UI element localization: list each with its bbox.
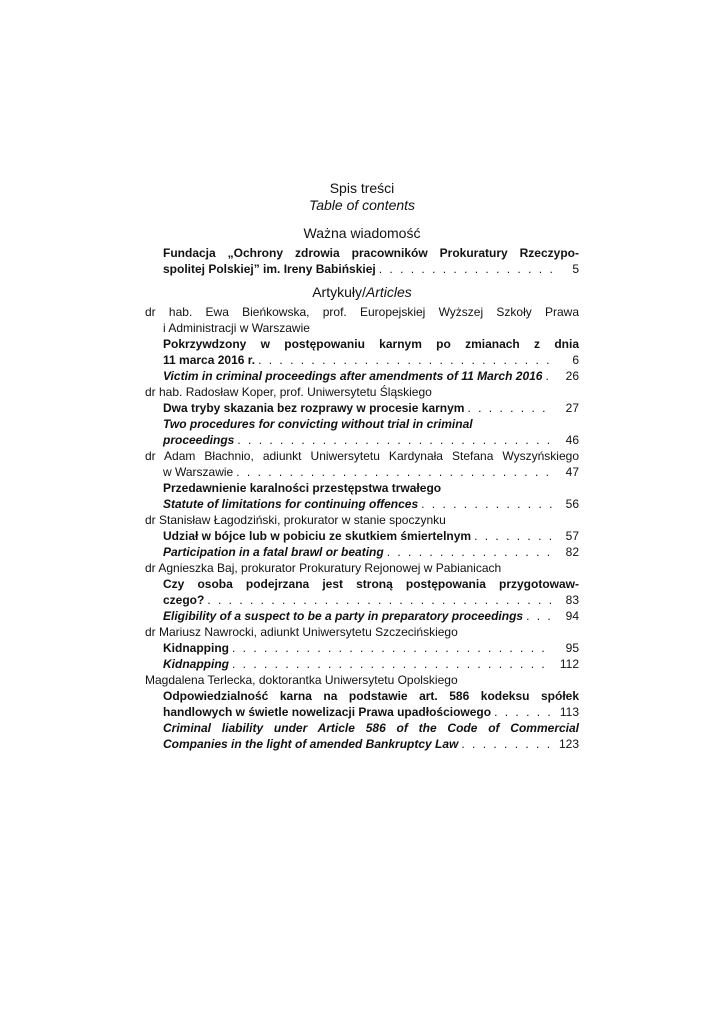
article-title-en: Victim in criminal proceedings after amendments of 11 March 2016: [163, 369, 543, 383]
dot-leader: [379, 261, 552, 277]
author-line: dr Stanisław Łagodziński, prokurator w stanie spoczynku: [145, 513, 446, 527]
foundation-title-line2: spolitej Polskiej” im. Ireny Babińskiej: [163, 262, 376, 276]
toc-entry[interactable]: [145, 496, 579, 512]
toc-entry[interactable]: [145, 704, 579, 720]
toc-entry[interactable]: [145, 592, 579, 608]
dot-leader: [237, 432, 552, 448]
toc-subtitle: Table of contents: [308, 197, 416, 213]
article-title-pl: Przedawnienie karalności przestępstwa trwałego: [163, 481, 442, 495]
page-number: 5: [572, 262, 579, 276]
page-number: 112: [559, 657, 579, 671]
author-line: dr Adam Błachnio, adiunkt Uniwersytetu Kardynała Stefana Wyszyńskiego: [145, 449, 579, 463]
article-title-pl: Udział w bójce lub w pobiciu ze skutkiem śmiertelnym: [163, 529, 472, 543]
author-line: dr hab. Ewa Bieńkowska, prof. Europejskiej Wyższej Szkoły Prawa: [145, 305, 579, 319]
section-heading-articles: [145, 283, 579, 301]
page-number: 113: [559, 705, 579, 719]
page-number: 46: [565, 433, 579, 447]
article-title-line: proceedings: [163, 433, 235, 447]
article-title-en: Eligibility of a suspect to be a party in preparatory proceedings: [163, 609, 524, 623]
author-line: dr Agnieszka Baj, prokurator Prokuratury Rejonowej w Pabianicach: [145, 561, 502, 575]
page-number: 27: [565, 401, 579, 415]
article-title-line: Czy osoba podejrzana jest stroną postępowania przygotowaw-: [163, 577, 579, 591]
author-line: dr hab. Radosław Koper, prof. Uniwersytetu Śląskiego: [145, 385, 432, 399]
author-line: w Warszawie: [163, 465, 234, 479]
foundation-entry[interactable]: [145, 261, 579, 277]
section-heading-articles-en: Articles: [365, 284, 412, 300]
toc-entry[interactable]: [145, 400, 579, 416]
toc-entry[interactable]: [145, 736, 579, 752]
toc-entry[interactable]: [145, 352, 579, 368]
page-number: 83: [565, 593, 579, 607]
article-title-pl: Kidnapping: [163, 641, 229, 655]
dot-leader: [258, 352, 552, 368]
author-entry[interactable]: [145, 464, 579, 480]
dot-leader: [236, 464, 552, 480]
article-title-line: handlowych w świetle nowelizacji Prawa upadłościowego: [163, 705, 492, 719]
article-title-en: Kidnapping: [163, 657, 229, 671]
author-line: i Administracji w Warszawie: [163, 321, 310, 335]
toc-entry[interactable]: [145, 544, 579, 560]
page-number: 47: [565, 465, 579, 479]
toc-entry[interactable]: [145, 656, 579, 672]
dot-leader: [526, 608, 552, 624]
section-heading-important-news: Ważna wiadomość: [303, 225, 421, 241]
article-title-en: Participation in a fatal brawl or beating: [163, 545, 384, 559]
dot-leader: [474, 528, 552, 544]
page-number: 94: [565, 609, 579, 623]
toc-entry[interactable]: [145, 640, 579, 656]
page-number: 123: [558, 737, 579, 751]
foundation-title-line1: Fundacja „Ochrony zdrowia pracowników Prokuratury Rzeczypo-: [163, 246, 579, 260]
toc-entry[interactable]: [145, 368, 579, 384]
page-number: 95: [565, 641, 579, 655]
dot-leader: [387, 544, 552, 560]
toc-title: Spis treści: [329, 180, 395, 196]
dot-leader: [421, 496, 552, 512]
toc-entry[interactable]: [145, 432, 579, 448]
dot-leader: [232, 656, 552, 672]
article-title-line: Companies in the light of amended Bankruptcy Law: [163, 737, 459, 751]
article-title-line: Criminal liability under Article 586 of the Code of Commercial: [163, 721, 579, 735]
page-number: 56: [565, 497, 579, 511]
author-line: Magdalena Terlecka, doktorantka Uniwersytetu Opolskiego: [145, 673, 458, 687]
article-title-en: Statute of limitations for continuing offences: [163, 497, 419, 511]
author-line: dr Mariusz Nawrocki, adiunkt Uniwersytetu Szczecińskiego: [145, 625, 458, 639]
article-title-pl: Dwa tryby skazania bez rozprawy w procesie karnym: [163, 401, 465, 415]
dot-leader: [461, 736, 552, 752]
dot-leader: [232, 640, 552, 656]
article-title-line: Odpowiedzialność karna na podstawie art. 586 kodeksu spółek: [163, 689, 579, 703]
dot-leader: [207, 592, 552, 608]
page-number: 6: [572, 353, 579, 367]
article-title-line: 11 marca 2016 r.: [163, 353, 256, 367]
table-of-contents: [145, 180, 579, 752]
dot-leader: [545, 368, 552, 384]
section-heading-articles-pl: Artykuły/: [312, 284, 366, 300]
page-number: 57: [565, 529, 579, 543]
dot-leader: [494, 704, 552, 720]
toc-entry[interactable]: [145, 608, 579, 624]
page-number: 26: [565, 369, 579, 383]
toc-entry[interactable]: [145, 528, 579, 544]
dot-leader: [467, 400, 552, 416]
article-title-line: Two procedures for convicting without trial in criminal: [163, 417, 473, 431]
article-title-line: czego?: [163, 593, 205, 607]
page-number: 82: [565, 545, 579, 559]
article-title-line: Pokrzywdzony w postępowaniu karnym po zmianach z dnia: [163, 337, 579, 351]
